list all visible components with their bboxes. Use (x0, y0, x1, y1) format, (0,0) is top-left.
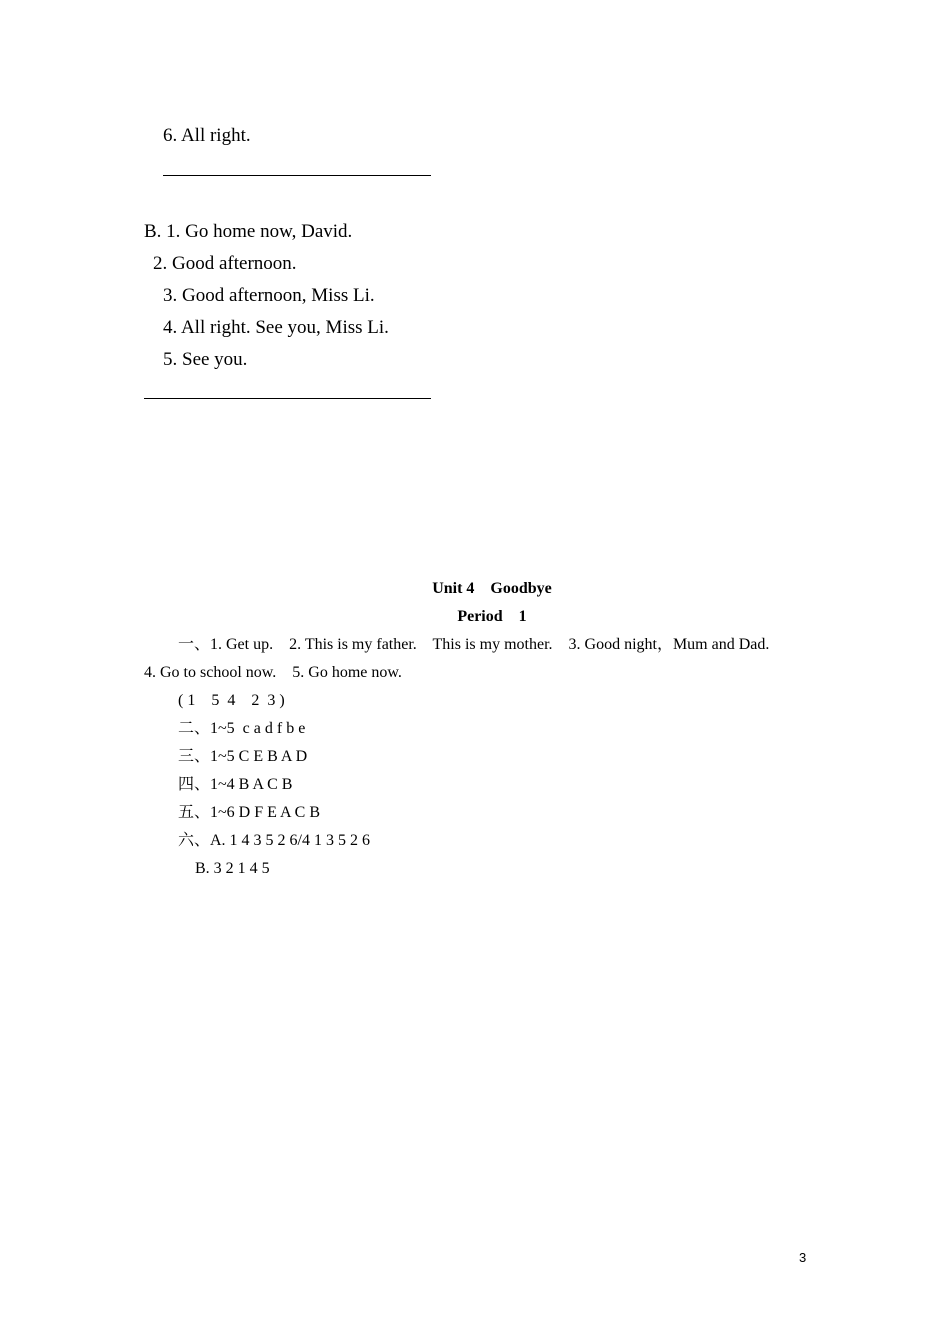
answer-key-line: 4. Go to school now. 5. Go home now. (144, 664, 402, 681)
answer-line-b1: B. 1. Go home now, David. (144, 221, 353, 242)
answer-key-line: ( 1 5 4 2 3 ) (178, 692, 285, 709)
answer-line-b3: 3. Good afternoon, Miss Li. (163, 285, 375, 306)
answer-key-line: 五、1~6 D F E A C B (178, 804, 321, 821)
answer-blank-line (144, 398, 431, 399)
answer-key-line: 三、1~5 C E B A D (178, 748, 308, 765)
answer-blank-line (163, 175, 431, 176)
unit-title: Unit 4 Goodbye (432, 580, 552, 597)
answer-key-line: B. 3 2 1 4 5 (195, 860, 270, 877)
answer-line-a6: 6. All right. (163, 125, 251, 146)
answer-key-line: 四、1~4 B A C B (178, 776, 293, 793)
answer-line-b4: 4. All right. See you, Miss Li. (163, 317, 389, 338)
answer-key-line: 六、A. 1 4 3 5 2 6/4 1 3 5 2 6 (178, 832, 371, 849)
answer-line-b5: 5. See you. (163, 349, 248, 370)
answer-key-line: 二、1~5 c a d f b e (178, 720, 306, 737)
answer-line-b2: 2. Good afternoon. (153, 253, 297, 274)
page-number: 3 (799, 1250, 807, 1265)
period-title: Period 1 (457, 608, 527, 625)
answer-key-line: 一、1. Get up. 2. This is my father. This is my mother. 3. Good night，Mum and Dad. (178, 636, 770, 653)
